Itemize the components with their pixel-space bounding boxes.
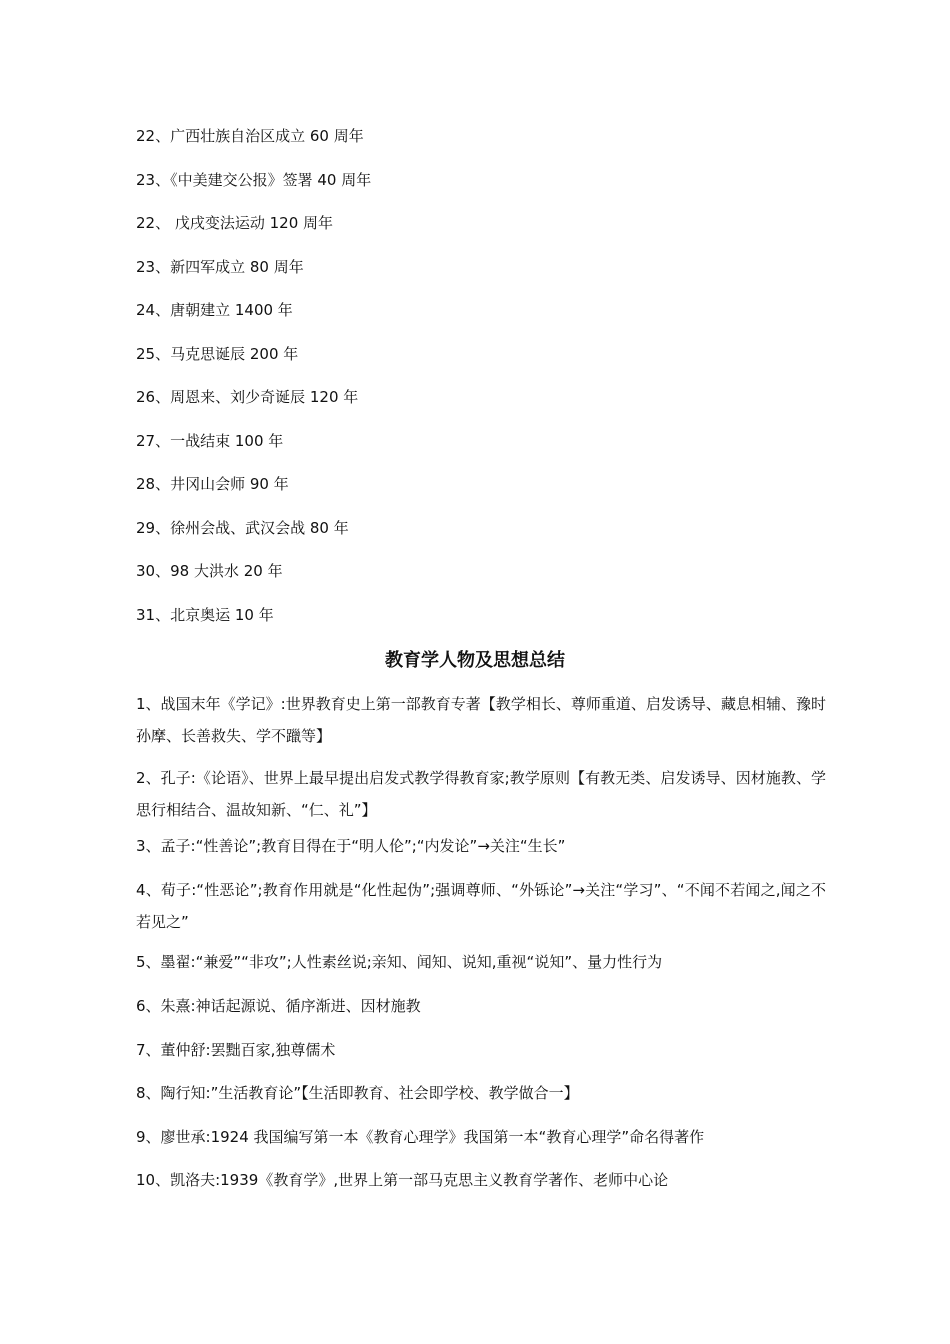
- section-title: 教育学人物及思想总结: [385, 650, 565, 671]
- anniversary-item: 22、广西壮族自治区成立 60 周年: [136, 127, 364, 145]
- education-item: 7、董仲舒:罢黜百家,独尊儒术: [136, 1041, 336, 1059]
- education-item: 9、廖世承:1924 我国编写第一本《教育心理学》我国第一本“教育心理学”命名得著作: [136, 1128, 705, 1146]
- anniversary-item: 28、井冈山会师 90 年: [136, 475, 289, 493]
- education-item: 6、朱熹:神话起源说、循序渐进、因材施教: [136, 997, 421, 1015]
- education-item: 5、墨翟:“兼爱”“非攻”;人性素丝说;亲知、闻知、说知,重视“说知”、量力性行为: [136, 953, 663, 971]
- education-item: 3、孟子:“性善论”;教育目得在于“明人伦”;“内发论”→关注“生长”: [136, 837, 566, 855]
- education-item: 1、战国末年《学记》:世界教育史上第一部教育专著【教学相长、尊师重道、启发诱导、藏息相辅、豫时孙摩、长善救失、学不躐等】: [136, 695, 826, 745]
- anniversary-item: 31、北京奥运 10 年: [136, 606, 274, 624]
- anniversary-item: 26、周恩来、刘少奇诞辰 120 年: [136, 388, 359, 406]
- education-item: 10、凯洛夫:1939《教育学》,世界上第一部马克思主义教育学著作、老师中心论: [136, 1171, 669, 1189]
- education-item: 8、陶行知:”生活教育论”【生活即教育、社会即学校、教学做合一】: [136, 1084, 579, 1102]
- anniversary-item: 30、98 大洪水 20 年: [136, 562, 283, 580]
- anniversary-item: 23、新四军成立 80 周年: [136, 258, 304, 276]
- anniversary-item: 27、一战结束 100 年: [136, 432, 284, 450]
- anniversary-item: 22、 戊戌变法运动 120 周年: [136, 214, 334, 232]
- anniversary-item: 29、徐州会战、武汉会战 80 年: [136, 519, 349, 537]
- education-item: 2、孔子:《论语》、世界上最早提出启发式教学得教育家;教学原则【有教无类、启发诱导、因材施教、学思行相结合、温故知新、“仁、礼”】: [136, 769, 826, 819]
- anniversary-item: 24、唐朝建立 1400 年: [136, 301, 293, 319]
- education-item: 4、荀子:“性恶论”;教育作用就是“化性起伪”;强调尊师、“外铄论”→关注“学习”、“不闻不若闻之,闻之不若见之”: [136, 881, 826, 931]
- anniversary-item: 23、《中美建交公报》签署 40 周年: [136, 171, 372, 189]
- anniversary-item: 25、马克思诞辰 200 年: [136, 345, 299, 363]
